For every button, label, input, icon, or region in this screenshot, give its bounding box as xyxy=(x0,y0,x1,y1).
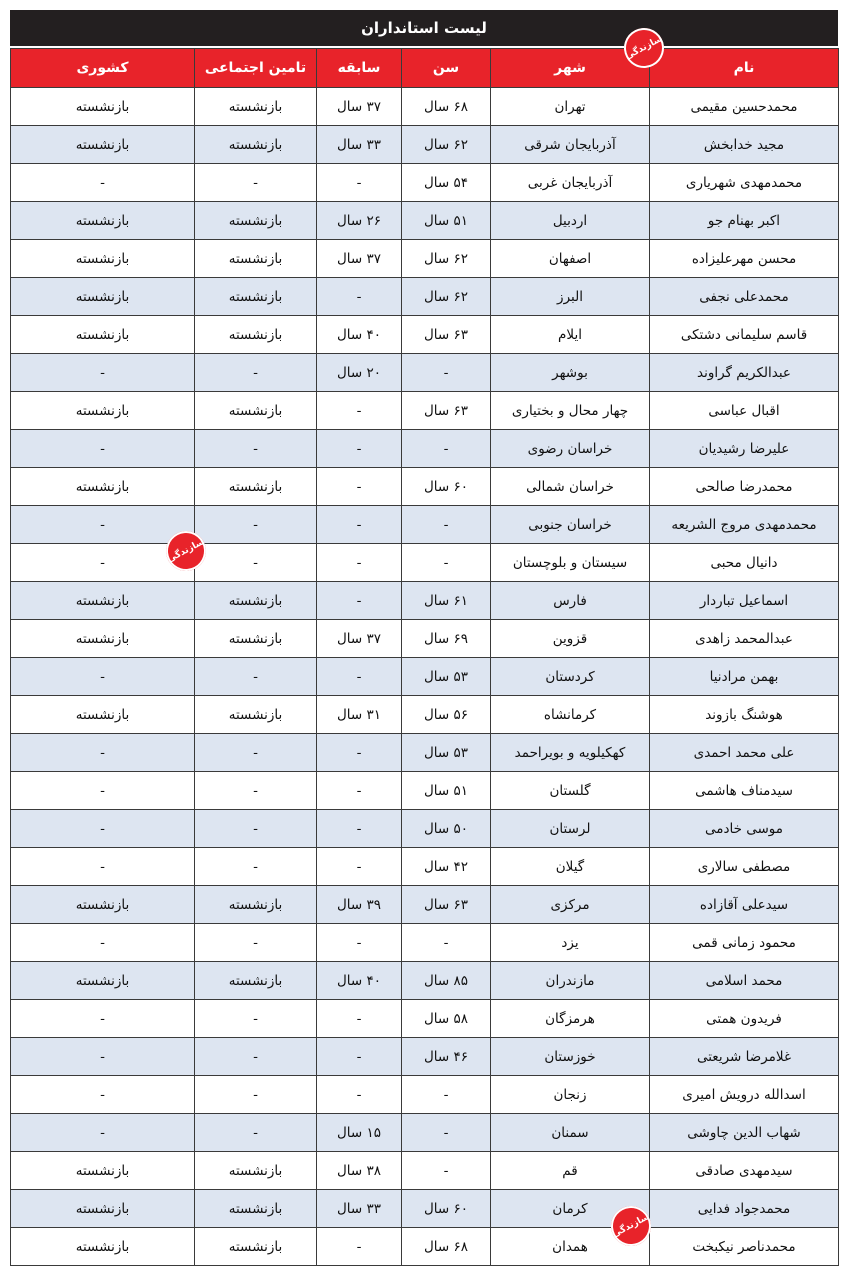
cell-record: - xyxy=(317,1000,402,1038)
cell-age: ۶۳ سال xyxy=(402,316,491,354)
cell-insurance: بازنشسته xyxy=(195,1228,317,1266)
cell-record: ۲۰ سال xyxy=(317,354,402,392)
table-row xyxy=(11,544,839,582)
cell-city: کهکیلویه و بویراحمد xyxy=(491,734,650,772)
cell-name: قاسم سلیمانی دشتکی xyxy=(650,316,839,354)
cell-city: فارس xyxy=(491,582,650,620)
cell-age: - xyxy=(402,430,491,468)
cell-insurance: بازنشسته xyxy=(195,962,317,1000)
cell-city: خوزستان xyxy=(491,1038,650,1076)
cell-name: شهاب الدین چاوشی xyxy=(650,1114,839,1152)
table-row xyxy=(11,126,839,164)
cell-insurance: - xyxy=(195,1000,317,1038)
cell-age: ۵۱ سال xyxy=(402,202,491,240)
cell-national: - xyxy=(11,164,195,202)
cell-city: آذربایجان غربی xyxy=(491,164,650,202)
table-row xyxy=(11,1076,839,1114)
cell-age: ۶۰ سال xyxy=(402,468,491,506)
cell-name: محمدجواد فدایی xyxy=(650,1190,839,1228)
cell-national: - xyxy=(11,658,195,696)
table-row xyxy=(11,582,839,620)
cell-city: سیستان و بلوچستان xyxy=(491,544,650,582)
cell-national: - xyxy=(11,1038,195,1076)
cell-insurance: - xyxy=(195,848,317,886)
cell-record: - xyxy=(317,1228,402,1266)
cell-record: - xyxy=(317,734,402,772)
table-header-row xyxy=(11,49,839,88)
cell-name: محمدحسین مقیمی xyxy=(650,88,839,126)
cell-national: بازنشسته xyxy=(11,886,195,924)
cell-record: - xyxy=(317,924,402,962)
table-row xyxy=(11,772,839,810)
table-row xyxy=(11,1000,839,1038)
cell-insurance: - xyxy=(195,506,317,544)
cell-name: اسماعیل تباردار xyxy=(650,582,839,620)
table-row xyxy=(11,1038,839,1076)
cell-national: - xyxy=(11,1076,195,1114)
cell-record: - xyxy=(317,1038,402,1076)
cell-insurance: بازنشسته xyxy=(195,468,317,506)
cell-insurance: - xyxy=(195,1114,317,1152)
cell-age: ۶۰ سال xyxy=(402,1190,491,1228)
cell-record: ۳۷ سال xyxy=(317,88,402,126)
cell-name: اکبر بهنام جو xyxy=(650,202,839,240)
cell-national: - xyxy=(11,430,195,468)
cell-name: محمدمهدی مروج الشریعه xyxy=(650,506,839,544)
logo-stamp: سازندگی xyxy=(604,1199,658,1253)
cell-national: بازنشسته xyxy=(11,240,195,278)
cell-national: - xyxy=(11,506,195,544)
cell-insurance: - xyxy=(195,734,317,772)
cell-age: ۵۳ سال xyxy=(402,658,491,696)
cell-city: کرمان xyxy=(491,1190,650,1228)
cell-record: ۳۸ سال xyxy=(317,1152,402,1190)
cell-national: بازنشسته xyxy=(11,468,195,506)
table-row xyxy=(11,506,839,544)
cell-national: بازنشسته xyxy=(11,316,195,354)
cell-city: خراسان جنوبی xyxy=(491,506,650,544)
cell-name: محمود زمانی قمی xyxy=(650,924,839,962)
cell-record: ۲۶ سال xyxy=(317,202,402,240)
cell-record: - xyxy=(317,810,402,848)
cell-record: ۳۱ سال xyxy=(317,696,402,734)
cell-insurance: بازنشسته xyxy=(195,316,317,354)
cell-age: ۶۸ سال xyxy=(402,1228,491,1266)
table-row xyxy=(11,886,839,924)
cell-city: لرستان xyxy=(491,810,650,848)
header-age: سن xyxy=(402,49,491,88)
cell-insurance: بازنشسته xyxy=(195,88,317,126)
cell-name: محمدمهدی شهریاری xyxy=(650,164,839,202)
cell-insurance: بازنشسته xyxy=(195,278,317,316)
cell-city: بوشهر xyxy=(491,354,650,392)
cell-city: خراسان رضوی xyxy=(491,430,650,468)
cell-national: بازنشسته xyxy=(11,202,195,240)
cell-national: - xyxy=(11,354,195,392)
cell-name: موسی خادمی xyxy=(650,810,839,848)
cell-age: ۶۲ سال xyxy=(402,126,491,164)
cell-name: علی محمد احمدی xyxy=(650,734,839,772)
header-national: کشوری xyxy=(11,49,195,88)
cell-national: بازنشسته xyxy=(11,392,195,430)
cell-record: ۳۹ سال xyxy=(317,886,402,924)
cell-national: بازنشسته xyxy=(11,1152,195,1190)
cell-insurance: - xyxy=(195,1038,317,1076)
cell-city: ایلام xyxy=(491,316,650,354)
cell-record: - xyxy=(317,430,402,468)
cell-name: سیدمهدی صادقی xyxy=(650,1152,839,1190)
cell-name: اسدالله درویش امیری xyxy=(650,1076,839,1114)
table-row xyxy=(11,354,839,392)
cell-national: - xyxy=(11,810,195,848)
cell-national: بازنشسته xyxy=(11,1190,195,1228)
cell-insurance: - xyxy=(195,924,317,962)
cell-city: مازندران xyxy=(491,962,650,1000)
header-name: نام xyxy=(650,49,839,88)
cell-national: بازنشسته xyxy=(11,962,195,1000)
cell-city: یزد xyxy=(491,924,650,962)
table-row xyxy=(11,88,839,126)
cell-city: گلستان xyxy=(491,772,650,810)
cell-city: همدان xyxy=(491,1228,650,1266)
cell-name: هوشنگ بازوند xyxy=(650,696,839,734)
cell-national: بازنشسته xyxy=(11,88,195,126)
cell-insurance: بازنشسته xyxy=(195,240,317,278)
cell-insurance: - xyxy=(195,354,317,392)
table-row xyxy=(11,1190,839,1228)
cell-age: ۴۲ سال xyxy=(402,848,491,886)
cell-insurance: بازنشسته xyxy=(195,696,317,734)
cell-city: گیلان xyxy=(491,848,650,886)
cell-age: ۵۶ سال xyxy=(402,696,491,734)
table-row xyxy=(11,164,839,202)
cell-age: ۶۱ سال xyxy=(402,582,491,620)
cell-name: فریدون همتی xyxy=(650,1000,839,1038)
table-row xyxy=(11,278,839,316)
cell-record: ۱۵ سال xyxy=(317,1114,402,1152)
cell-city: آذربایجان شرقی xyxy=(491,126,650,164)
cell-name: عبدالمحمد زاهدی xyxy=(650,620,839,658)
table-row xyxy=(11,696,839,734)
cell-record: ۴۰ سال xyxy=(317,316,402,354)
cell-national: بازنشسته xyxy=(11,582,195,620)
cell-record: - xyxy=(317,1076,402,1114)
cell-age: ۴۶ سال xyxy=(402,1038,491,1076)
cell-name: بهمن مرادنیا xyxy=(650,658,839,696)
cell-national: - xyxy=(11,1000,195,1038)
cell-national: بازنشسته xyxy=(11,696,195,734)
cell-record: ۳۳ سال xyxy=(317,126,402,164)
cell-national: - xyxy=(11,924,195,962)
logo-stamp: سازندگی xyxy=(159,524,213,578)
cell-age: ۵۳ سال xyxy=(402,734,491,772)
header-city: شهر xyxy=(491,49,650,88)
table-row xyxy=(11,1152,839,1190)
cell-record: ۳۳ سال xyxy=(317,1190,402,1228)
table-row xyxy=(11,202,839,240)
cell-insurance: - xyxy=(195,544,317,582)
cell-record: - xyxy=(317,544,402,582)
cell-record: - xyxy=(317,164,402,202)
cell-name: محمدناصر نیکبخت xyxy=(650,1228,839,1266)
governors-table xyxy=(10,48,839,1266)
cell-city: اصفهان xyxy=(491,240,650,278)
cell-city: کرمانشاه xyxy=(491,696,650,734)
cell-city: قزوین xyxy=(491,620,650,658)
cell-name: اقبال عباسی xyxy=(650,392,839,430)
cell-age: ۶۳ سال xyxy=(402,392,491,430)
cell-insurance: بازنشسته xyxy=(195,886,317,924)
table-row xyxy=(11,392,839,430)
cell-name: مجید خدابخش xyxy=(650,126,839,164)
cell-insurance: بازنشسته xyxy=(195,1190,317,1228)
cell-city: سمنان xyxy=(491,1114,650,1152)
cell-record: - xyxy=(317,468,402,506)
cell-insurance: بازنشسته xyxy=(195,1152,317,1190)
cell-national: - xyxy=(11,772,195,810)
table-row xyxy=(11,316,839,354)
cell-national: بازنشسته xyxy=(11,1228,195,1266)
cell-insurance: - xyxy=(195,810,317,848)
cell-city: خراسان شمالی xyxy=(491,468,650,506)
cell-insurance: - xyxy=(195,658,317,696)
table-row xyxy=(11,1114,839,1152)
cell-record: - xyxy=(317,658,402,696)
cell-national: بازنشسته xyxy=(11,126,195,164)
table-row xyxy=(11,962,839,1000)
cell-national: - xyxy=(11,1114,195,1152)
cell-name: مصطفی سالاری xyxy=(650,848,839,886)
cell-age: ۵۰ سال xyxy=(402,810,491,848)
table-row xyxy=(11,240,839,278)
cell-record: - xyxy=(317,506,402,544)
cell-city: زنجان xyxy=(491,1076,650,1114)
cell-name: سیدمناف هاشمی xyxy=(650,772,839,810)
cell-insurance: بازنشسته xyxy=(195,126,317,164)
cell-age: - xyxy=(402,1076,491,1114)
cell-age: ۶۲ سال xyxy=(402,240,491,278)
cell-record: - xyxy=(317,848,402,886)
cell-age: ۶۳ سال xyxy=(402,886,491,924)
cell-insurance: - xyxy=(195,1076,317,1114)
cell-national: - xyxy=(11,848,195,886)
table-row xyxy=(11,468,839,506)
cell-insurance: بازنشسته xyxy=(195,202,317,240)
cell-record: - xyxy=(317,582,402,620)
header-insurance: تامین اجتماعی xyxy=(195,49,317,88)
cell-city: کردستان xyxy=(491,658,650,696)
cell-name: عبدالکریم گراوند xyxy=(650,354,839,392)
cell-name: محمدرضا صالحی xyxy=(650,468,839,506)
cell-city: تهران xyxy=(491,88,650,126)
cell-insurance: - xyxy=(195,164,317,202)
cell-name: علیرضا رشیدیان xyxy=(650,430,839,468)
cell-age: ۵۴ سال xyxy=(402,164,491,202)
cell-record: - xyxy=(317,392,402,430)
table-row xyxy=(11,620,839,658)
cell-insurance: - xyxy=(195,772,317,810)
cell-age: ۵۱ سال xyxy=(402,772,491,810)
cell-name: غلامرضا شریعتی xyxy=(650,1038,839,1076)
cell-name: محسن مهرعلیزاده xyxy=(650,240,839,278)
table-row xyxy=(11,848,839,886)
header-record: سابقه xyxy=(317,49,402,88)
cell-name: سیدعلی آقازاده xyxy=(650,886,839,924)
cell-city: مرکزی xyxy=(491,886,650,924)
cell-age: ۵۸ سال xyxy=(402,1000,491,1038)
cell-age: - xyxy=(402,506,491,544)
cell-record: - xyxy=(317,278,402,316)
table-row xyxy=(11,734,839,772)
cell-insurance: بازنشسته xyxy=(195,392,317,430)
cell-record: ۳۷ سال xyxy=(317,620,402,658)
cell-insurance: بازنشسته xyxy=(195,620,317,658)
cell-city: چهار محال و بختیاری xyxy=(491,392,650,430)
table-row xyxy=(11,1228,839,1266)
cell-age: ۸۵ سال xyxy=(402,962,491,1000)
cell-national: بازنشسته xyxy=(11,278,195,316)
cell-age: ۶۲ سال xyxy=(402,278,491,316)
table-body xyxy=(11,88,839,1266)
cell-age: - xyxy=(402,924,491,962)
cell-national: - xyxy=(11,544,195,582)
page-title: لیست استانداران xyxy=(10,10,838,46)
cell-city: قم xyxy=(491,1152,650,1190)
cell-city: اردبیل xyxy=(491,202,650,240)
cell-city: البرز xyxy=(491,278,650,316)
cell-name: محمدعلی نجفی xyxy=(650,278,839,316)
logo-stamp: سازندگی xyxy=(617,21,671,75)
table-row xyxy=(11,810,839,848)
cell-insurance: بازنشسته xyxy=(195,582,317,620)
cell-record: ۳۷ سال xyxy=(317,240,402,278)
cell-age: ۶۹ سال xyxy=(402,620,491,658)
cell-name: محمد اسلامی xyxy=(650,962,839,1000)
cell-age: - xyxy=(402,544,491,582)
table-row xyxy=(11,658,839,696)
table-row xyxy=(11,924,839,962)
cell-age: ۶۸ سال xyxy=(402,88,491,126)
cell-national: بازنشسته xyxy=(11,620,195,658)
cell-age: - xyxy=(402,354,491,392)
cell-age: - xyxy=(402,1114,491,1152)
cell-age: - xyxy=(402,1152,491,1190)
cell-name: دانیال محبی xyxy=(650,544,839,582)
cell-national: - xyxy=(11,734,195,772)
cell-record: - xyxy=(317,772,402,810)
cell-record: ۴۰ سال xyxy=(317,962,402,1000)
cell-city: هرمزگان xyxy=(491,1000,650,1038)
cell-insurance: - xyxy=(195,430,317,468)
table-row xyxy=(11,430,839,468)
